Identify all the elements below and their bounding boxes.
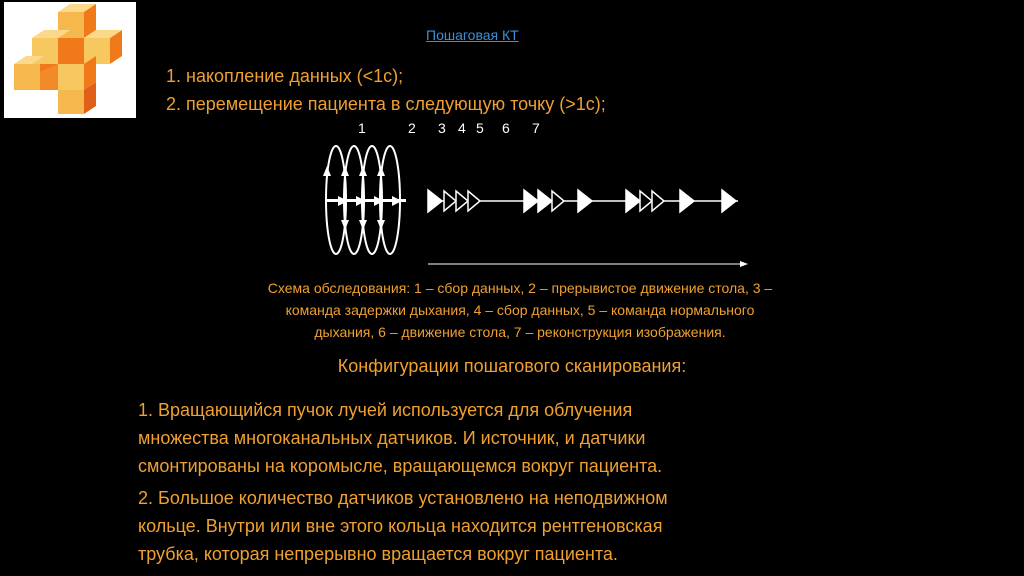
diagram-number-6: 6 — [502, 120, 510, 136]
diagram-number-row — [0, 120, 1024, 140]
paragraph-2-line-1: 2. Большое количество датчиков установлено на неподвижном — [138, 488, 668, 508]
diagram-number-1: 1 — [358, 120, 366, 136]
diagram-number-2: 2 — [408, 120, 416, 136]
paragraph-1 — [138, 396, 890, 480]
step-item-2: 2. перемещение пациента в следующую точку (>1с); — [166, 94, 606, 114]
paragraph-2-line-2: кольце. Внутри или вне этого кольца находится рентгеновская — [138, 516, 663, 536]
caption-line-1: Схема обследования: 1 – сбор данных, 2 – прерывистое движение стола, 3 – — [267, 280, 773, 296]
arrow-right-icon — [740, 261, 748, 267]
data-collection-arrows — [326, 196, 406, 206]
diagram-number-5: 5 — [476, 120, 484, 136]
caption-line-2: команда задержки дыхания, 4 – сбор данных, 5 – команда нормального — [285, 302, 755, 318]
diagram-number-7: 7 — [532, 120, 540, 136]
step-item-1: 1. накопление данных (<1с); — [166, 66, 404, 86]
diagram-number-4: 4 — [458, 120, 466, 136]
paragraph-2-line-3: трубка, которая непрерывно вращается вокруг пациента. — [138, 544, 618, 564]
title-link[interactable]: Пошаговая КТ — [426, 27, 519, 43]
paragraph-1-line-2: множества многоканальных датчиков. И источник, и датчики — [138, 428, 646, 448]
logo — [4, 2, 136, 118]
paragraph-1-line-3: смонтированы на коромысле, вращающемся вокруг пациента. — [138, 456, 663, 476]
scheme-caption — [160, 277, 880, 343]
caption-line-3: дыхания, 6 – движение стола, 7 – реконструкция изображения. — [314, 324, 726, 340]
section-heading: Конфигурации пошагового сканирования: — [337, 356, 687, 376]
diagram-number-3: 3 — [438, 120, 446, 136]
scan-scheme-diagram — [318, 140, 758, 270]
step-arrows — [428, 190, 736, 212]
cube-cross-logo-icon — [4, 2, 136, 118]
paragraph-2 — [138, 484, 890, 568]
paragraph-1-line-1: 1. Вращающийся пучок лучей используется для облучения — [138, 400, 633, 420]
